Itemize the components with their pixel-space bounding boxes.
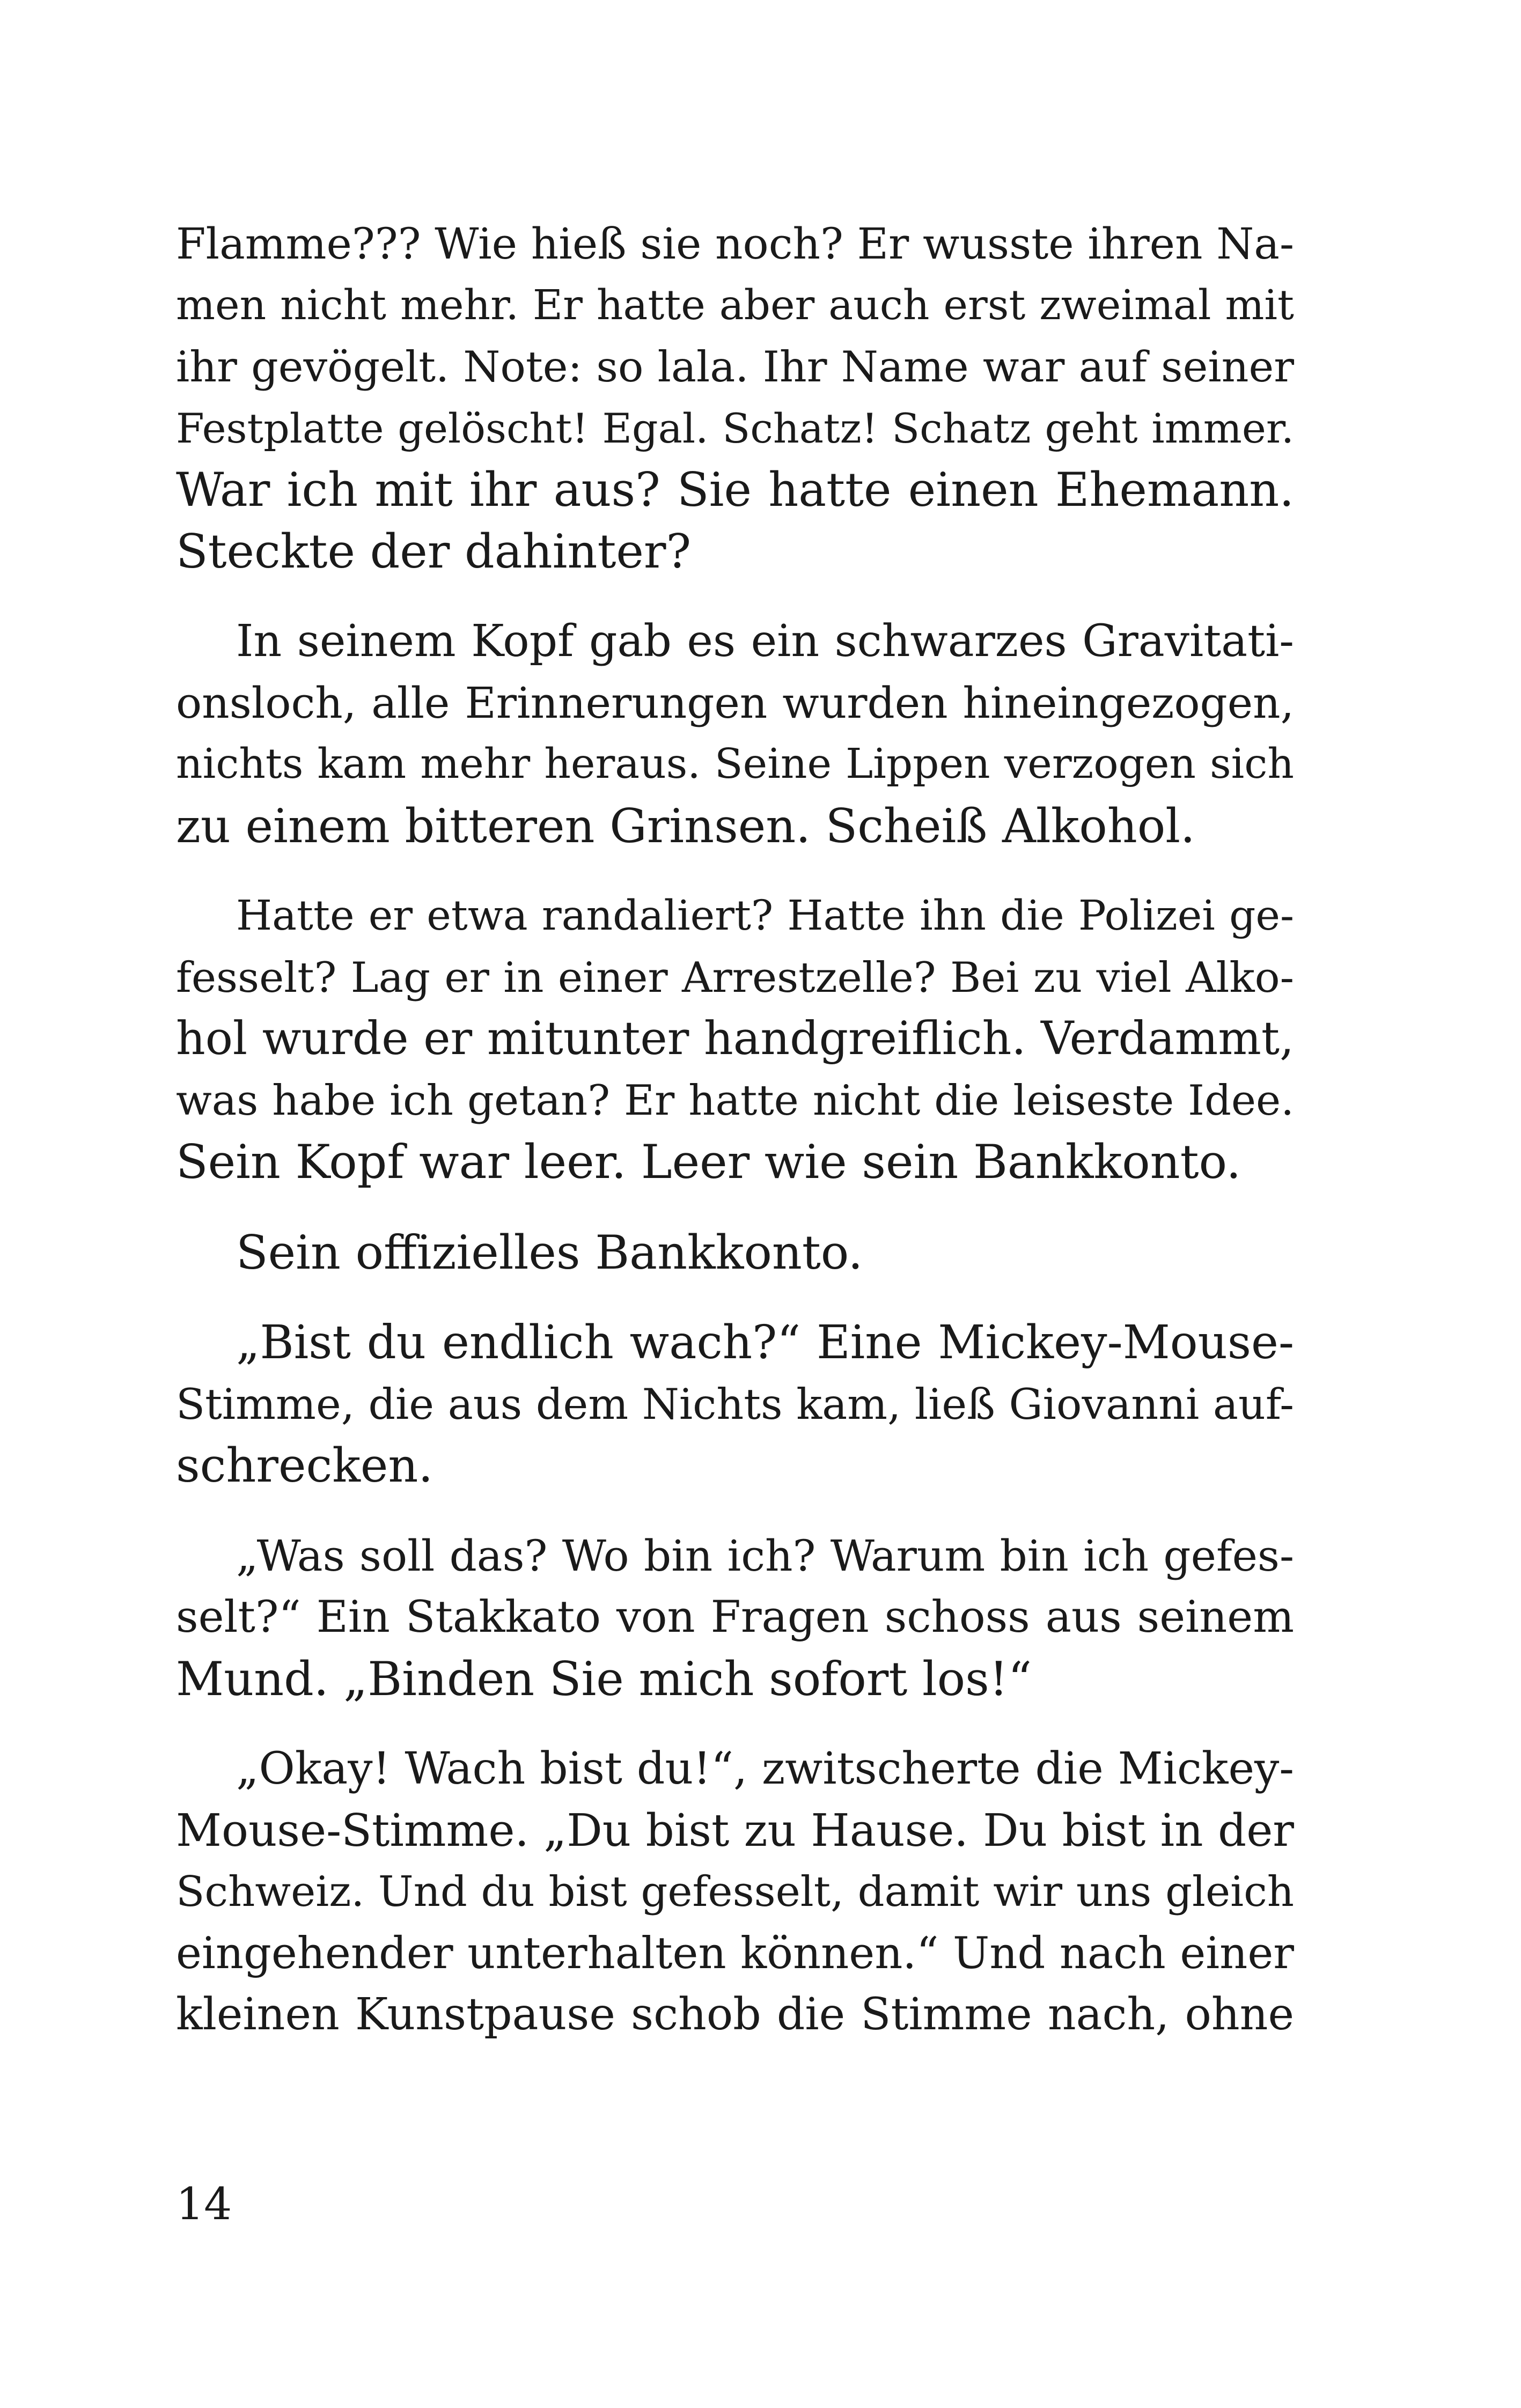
text-line: „Okay! Wach bist du!“, zwitscherte die Mickey-	[236, 1743, 1294, 1794]
text-line: War ich mit ihr aus? Sie hatte einen Ehemann.	[176, 462, 1294, 517]
text-line: ihr gevögelt. Note: so lala. Ihr Name war auf seiner	[176, 342, 1294, 392]
text-line: fesselt? Lag er in einer Arrestzelle? Bei zu viel Alko-	[176, 953, 1294, 1002]
text-line: zu einem bitteren Grinsen. Scheiß Alkohol.	[176, 798, 1195, 853]
text-line: „Bist du endlich wach?“ Eine Mickey-Mouse-	[236, 1316, 1294, 1369]
paragraph	[176, 213, 1294, 582]
text-line: Mund. „Binden Sie mich sofort los!“	[176, 1651, 1032, 1706]
text-line: onsloch, alle Erinnerungen wurden hineingezogen,	[176, 678, 1294, 728]
text-line: In seinem Kopf gab es ein schwarzes Gravitati-	[236, 616, 1294, 667]
paragraph-gap	[176, 1710, 1294, 1739]
text-line: Stimme, die aus dem Nichts kam, ließ Giovanni auf-	[176, 1379, 1294, 1429]
text-line: kleinen Kunstpause schob die Stimme nach, ohne	[176, 1989, 1294, 2040]
text-line: nichts kam mehr heraus. Seine Lippen verzogen sich	[176, 740, 1294, 788]
text-line: Mouse-Stimme. „Du bist zu Hause. Du bist in der	[176, 1804, 1294, 1857]
text-line: Sein offizielles Bankkonto.	[236, 1225, 863, 1280]
text-line: Flamme??? Wie hieß sie noch? Er wusste ihren Na-	[176, 219, 1294, 269]
text-line: Festplatte gelöscht! Egal. Schatz! Schatz geht immer.	[176, 404, 1294, 452]
text-line: Steckte der dahinter?	[176, 524, 692, 579]
text-line: hol wurde er mitunter handgreiflich. Verdammt,	[176, 1012, 1294, 1065]
text-line: eingehender unterhalten können.“ Und nach einer	[176, 1928, 1294, 1979]
paragraph-gap	[176, 1283, 1294, 1312]
paragraph	[176, 1222, 1294, 1284]
text-line: Sein Kopf war leer. Leer wie sein Bankkonto.	[176, 1135, 1241, 1189]
text-line: was habe ich getan? Er hatte nicht die leiseste Idee.	[176, 1076, 1294, 1125]
paragraph-gap	[176, 1497, 1294, 1526]
paragraph	[176, 886, 1294, 1193]
text-line: schrecken.	[176, 1438, 433, 1493]
paragraph-gap	[176, 857, 1294, 886]
paragraph-gap	[176, 582, 1294, 611]
paragraph-gap	[176, 1193, 1294, 1222]
text-line: Hatte er etwa randaliert? Hatte ihn die Polizei ge-	[236, 892, 1294, 940]
page-number: 14	[176, 2179, 232, 2230]
paragraph	[176, 1312, 1294, 1497]
text-line: selt?“ Ein Stakkato von Fragen schoss aus seinem	[176, 1592, 1294, 1643]
text-line: Schweiz. Und du bist gefesselt, damit wir uns gleich	[176, 1868, 1294, 1916]
paragraph	[176, 1526, 1294, 1710]
text-line: men nicht mehr. Er hatte aber auch erst zweimal mit	[176, 281, 1294, 329]
text-line: „Was soll das? Wo bin ich? Warum bin ich gefes-	[236, 1530, 1294, 1581]
paragraph	[176, 1739, 1294, 2046]
body-text	[176, 213, 1294, 2046]
paragraph	[176, 611, 1294, 857]
